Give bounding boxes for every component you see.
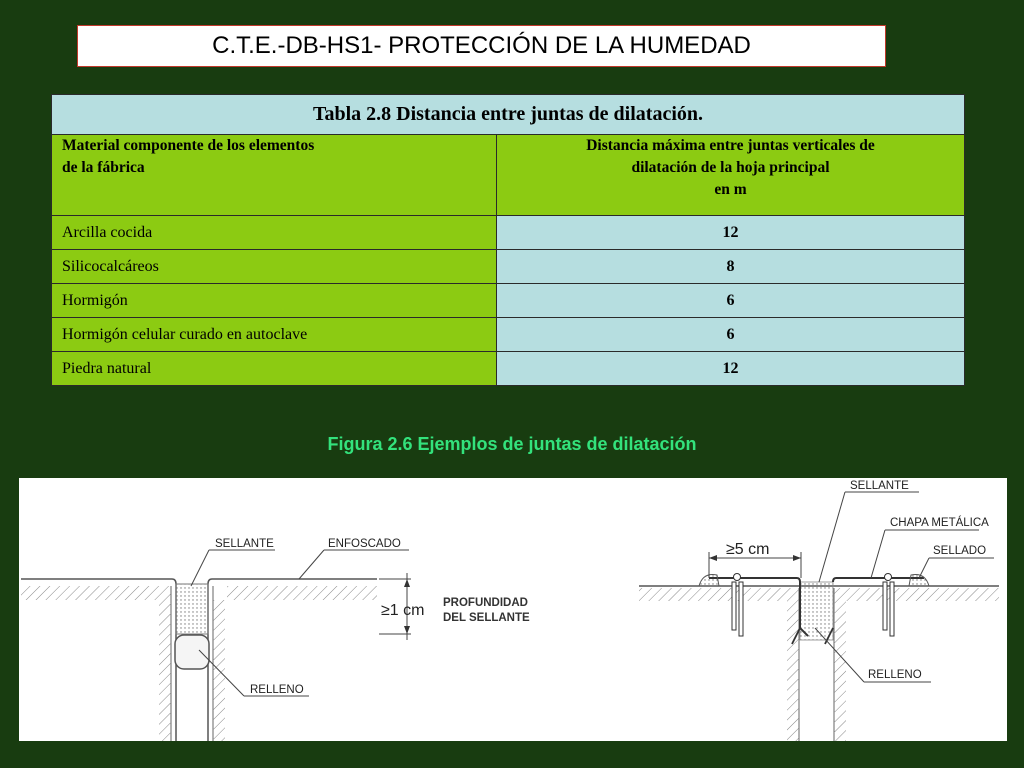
dim-arrow-top bbox=[404, 579, 410, 587]
label-profundidad-1: PROFUNDIDAD bbox=[443, 597, 528, 609]
dim-arrow-bottom bbox=[404, 626, 410, 634]
row-material: Arcilla cocida bbox=[52, 216, 497, 250]
sellado-right bbox=[909, 574, 929, 586]
row-material: Silicocalcáreos bbox=[52, 250, 497, 284]
anchor-left bbox=[732, 574, 743, 637]
label-chapa: CHAPA METÁLICA bbox=[890, 517, 989, 529]
table-caption: Tabla 2.8 Distancia entre juntas de dilatación. bbox=[52, 95, 965, 135]
header-distance-line3: en m bbox=[714, 181, 747, 198]
label-sellante-right: SELLANTE bbox=[850, 480, 909, 492]
table-row bbox=[52, 250, 965, 284]
ground-hatch-left bbox=[639, 588, 799, 601]
table-row bbox=[52, 352, 965, 386]
row-distance: 6 bbox=[497, 284, 965, 318]
row-material: Piedra natural bbox=[52, 352, 497, 386]
r-left-wall-hatch bbox=[787, 601, 799, 741]
chapa-leader bbox=[871, 530, 885, 578]
label-relleno-right: RELLENO bbox=[868, 669, 922, 681]
header-distance-line2: dilatación de la hoja principal bbox=[631, 159, 830, 176]
right-render-line bbox=[208, 579, 377, 741]
enfoscado-leader-diag bbox=[299, 550, 324, 579]
label-sellante-left: SELLANTE bbox=[215, 538, 274, 550]
ground-hatch-right bbox=[834, 588, 999, 601]
label-enfoscado: ENFOSCADO bbox=[328, 538, 401, 550]
left-wall-hatch bbox=[21, 586, 171, 600]
label-dim-left: ≥1 cm bbox=[381, 602, 425, 619]
r-sealant bbox=[800, 582, 833, 640]
figure-caption: Figura 2.6 Ejemplos de juntas de dilatación bbox=[327, 434, 697, 454]
right-joint-detail bbox=[639, 480, 999, 741]
row-material: Hormigón celular curado en autoclave bbox=[52, 318, 497, 352]
anchor-right bbox=[883, 574, 894, 637]
header-distance-line1: Distancia máxima entre juntas verticales de bbox=[586, 137, 875, 154]
joints-table bbox=[51, 94, 965, 386]
left-wall-hatch-v bbox=[159, 600, 171, 741]
r-right-wall-hatch bbox=[834, 601, 846, 741]
right-wall-hatch bbox=[227, 586, 377, 600]
slide-title: C.T.E.-DB-HS1- PROTECCIÓN DE LA HUMEDAD bbox=[77, 25, 886, 67]
header-material-line2: de la fábrica bbox=[62, 159, 145, 176]
label-profundidad-2: DEL SELLANTE bbox=[443, 612, 530, 624]
left-render-line bbox=[21, 579, 176, 741]
sealant bbox=[176, 584, 208, 634]
left-joint-detail bbox=[21, 538, 530, 741]
filler bbox=[175, 635, 209, 669]
r-dim-arrow-left bbox=[709, 555, 717, 561]
header-distance bbox=[497, 135, 965, 216]
table-header-row bbox=[52, 135, 965, 216]
row-distance: 12 bbox=[497, 352, 965, 386]
row-distance: 8 bbox=[497, 250, 965, 284]
joint-drawings bbox=[19, 478, 1007, 741]
r-sellante-leader bbox=[819, 492, 845, 582]
label-sellado: SELLADO bbox=[933, 545, 987, 557]
table-row bbox=[52, 284, 965, 318]
header-material-line1: Material componente de los elementos bbox=[62, 137, 315, 154]
label-dim-right: ≥5 cm bbox=[726, 541, 770, 558]
row-material: Hormigón bbox=[52, 284, 497, 318]
header-material bbox=[52, 135, 497, 216]
table-row bbox=[52, 318, 965, 352]
r-dim-arrow-right bbox=[793, 555, 801, 561]
table-caption-row bbox=[52, 95, 965, 135]
table-row bbox=[52, 216, 965, 250]
sellado-leader bbox=[919, 558, 929, 578]
label-relleno-left: RELLENO bbox=[250, 684, 304, 696]
row-distance: 12 bbox=[497, 216, 965, 250]
sellante-leader-diag bbox=[191, 550, 209, 586]
row-distance: 6 bbox=[497, 318, 965, 352]
